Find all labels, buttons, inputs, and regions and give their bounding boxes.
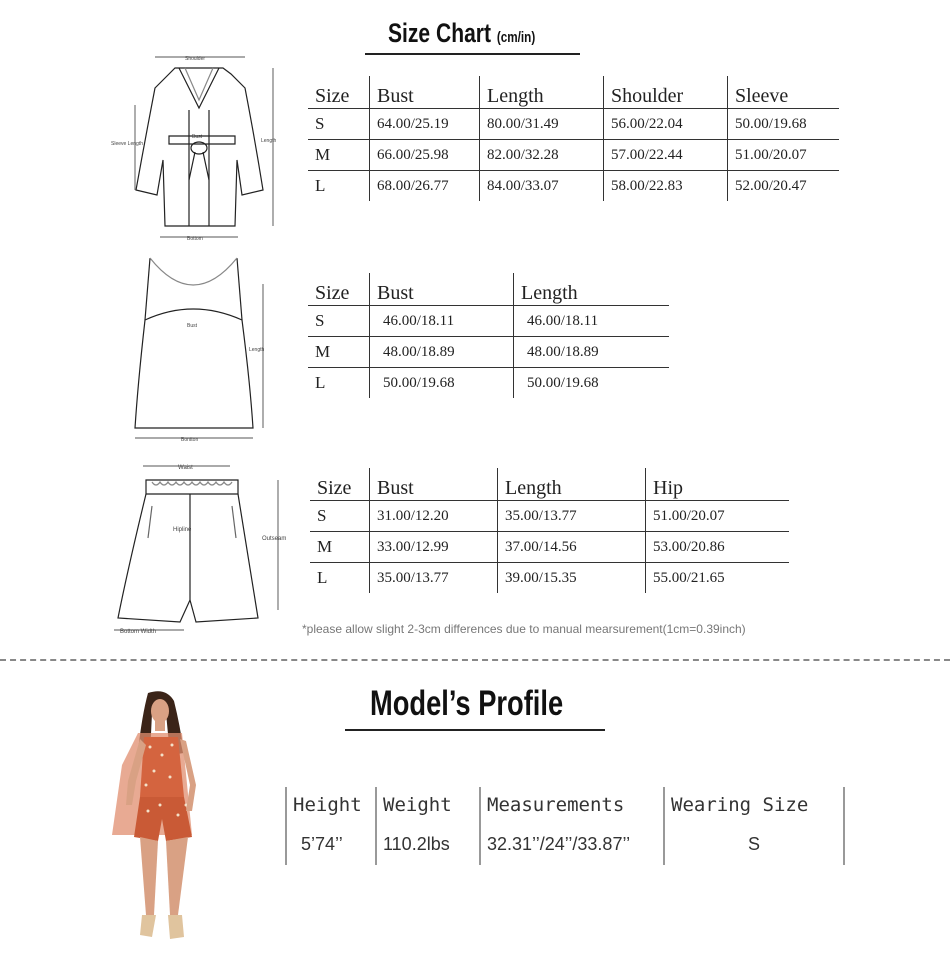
header-height: Height: [286, 787, 376, 823]
model-profile-title-underline: [345, 729, 605, 731]
table-row: L 50.00/19.68 50.00/19.68: [308, 368, 669, 399]
size-chart-title-underline: [365, 53, 580, 55]
table-header-row: [308, 273, 669, 306]
table-row: M 48.00/18.89 48.00/18.89: [308, 337, 669, 368]
header-bust: Bust: [370, 468, 498, 501]
section-divider: [0, 659, 950, 661]
value-wearing-size: S: [664, 823, 844, 865]
header-size: Size: [308, 273, 370, 306]
cami-label-bottom: Bontton: [181, 437, 199, 443]
table-header-row: [310, 468, 789, 501]
header-measurements: Measurements: [480, 787, 664, 823]
header-length: Length: [498, 468, 646, 501]
cami-label-bust: Bust: [187, 323, 198, 329]
robe-label-length: Length: [261, 138, 277, 144]
shorts-label-bottom-width: Bottom Width: [120, 629, 157, 635]
table-row: L 35.00/13.77 39.00/15.35 55.00/21.65: [310, 563, 789, 594]
header-weight: Weight: [376, 787, 480, 823]
shorts-label-waist: Waist: [178, 465, 193, 471]
robe-diagram: [105, 50, 295, 245]
header-size: Size: [310, 468, 370, 501]
size-chart-title: Size Chart (cm/in): [388, 18, 536, 48]
shorts-label-hipline: Hipline: [173, 527, 192, 533]
shorts-diagram: [108, 458, 298, 638]
value-weight: 110.2lbs: [376, 823, 480, 865]
table-row: S 64.00/25.19 80.00/31.49 56.00/22.04 50.00/19.68: [308, 109, 839, 140]
measurement-note: *please allow slight 2-3cm differences due to manual mearsurement(1cm=0.39inch): [302, 622, 746, 636]
header-shoulder: Shoulder: [604, 76, 728, 109]
robe-size-table: [308, 76, 839, 201]
profile-header-row: [286, 787, 844, 823]
table-row: S 31.00/12.20 35.00/13.77 51.00/20.07: [310, 501, 789, 532]
header-length: Length: [514, 273, 670, 306]
shorts-size-table: [310, 468, 789, 593]
value-measurements: 32.31’’/24’’/33.87’’: [480, 823, 664, 865]
header-length: Length: [480, 76, 604, 109]
value-height: 5’74’’: [286, 823, 376, 865]
model-profile-table: [285, 787, 845, 865]
robe-label-bust: Bust: [192, 134, 203, 140]
header-size: Size: [308, 76, 370, 109]
model-photo: [100, 685, 210, 955]
table-row: M 66.00/25.98 82.00/32.28 57.00/22.44 51.00/20.07: [308, 140, 839, 171]
table-header-row: [308, 76, 839, 109]
table-row: M 33.00/12.99 37.00/14.56 53.00/20.86: [310, 532, 789, 563]
header-bust: Bust: [370, 273, 514, 306]
table-row: S 46.00/18.11 46.00/18.11: [308, 306, 669, 337]
shorts-label-outseam: Outseam: [262, 536, 287, 542]
cami-label-length: Length: [249, 347, 265, 353]
header-bust: Bust: [370, 76, 480, 109]
header-hip: Hip: [646, 468, 790, 501]
cami-diagram: [125, 252, 285, 447]
header-sleeve: Sleeve: [728, 76, 840, 109]
robe-label-bottom: Bottom: [187, 236, 203, 242]
header-wearing-size: Wearing Size: [664, 787, 844, 823]
model-profile-title: Model’s Profile: [370, 684, 564, 723]
robe-label-shoulder: Shoulder: [185, 56, 206, 62]
cami-size-table: [308, 273, 669, 398]
table-row: L 68.00/26.77 84.00/33.07 58.00/22.83 52.00/20.47: [308, 171, 839, 202]
profile-value-row: [286, 823, 844, 865]
robe-label-sleeve: Sleeve Length: [111, 141, 143, 147]
